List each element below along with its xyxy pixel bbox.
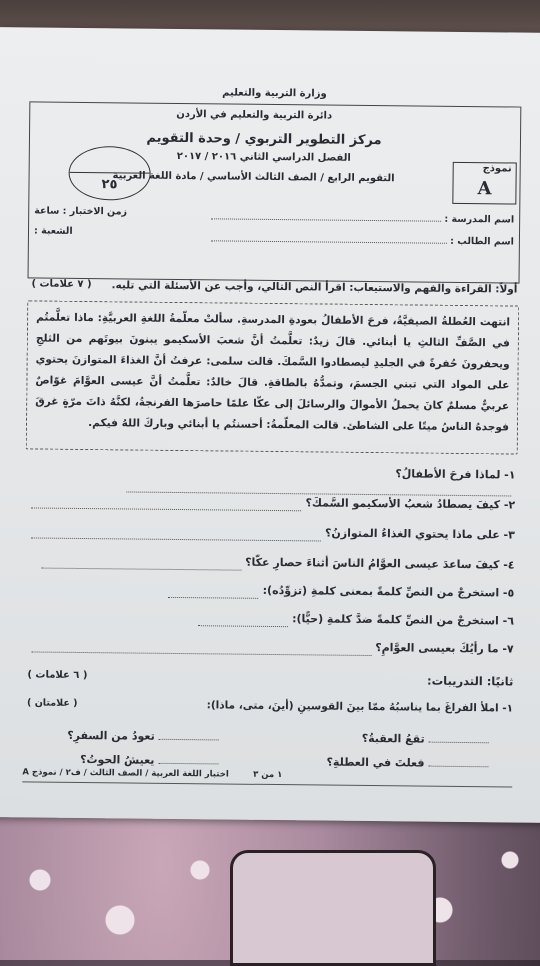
exercise-blank-1[interactable] [429, 730, 489, 744]
exercise-item-3-text: فعلتَ في العطلةِ؟ [326, 755, 425, 770]
answer-4-line[interactable] [41, 554, 241, 571]
answer-2-line[interactable] [32, 493, 302, 511]
question-5 [24, 581, 514, 606]
question-4 [24, 553, 514, 578]
answer-6-line[interactable] [198, 611, 288, 627]
student-input-line[interactable] [211, 240, 447, 243]
exercise-item-4 [80, 750, 223, 767]
section2-marks: ( ٦ علامات ) [27, 669, 88, 682]
question-6 [24, 609, 514, 634]
department-line: دائرة التربية والتعليم في الأردن [176, 108, 333, 122]
exercise-marks: ( علامتان ) [27, 697, 78, 709]
footer-exam-name: اختبار اللغة العربية / الصف الثالث / ف٢ / نموذج A [22, 767, 229, 780]
semester-line: الفصل الدراسي الثاني ٢٠١٦ / ٢٠١٧ [176, 150, 351, 164]
exam-sheet [22, 85, 519, 802]
school-input-line[interactable] [211, 218, 441, 221]
answer-5-line[interactable] [169, 583, 259, 599]
question-3 [25, 523, 515, 548]
score-total: ٢٥ [101, 177, 118, 193]
model-label: نموذج [482, 163, 512, 175]
subject-line: التقويم الرابع / الصف الثالث الأساسي / مادة اللغة العربية [112, 170, 395, 185]
passage-box [26, 300, 520, 454]
exercise-item-3 [326, 753, 492, 771]
student-label: اسم الطالب : [450, 235, 514, 248]
answer-1-line[interactable] [126, 477, 511, 496]
exercise-item-1-text: تقعُ العقبةُ؟ [361, 731, 425, 746]
background-object [230, 850, 436, 966]
answer-7-line[interactable] [31, 637, 371, 656]
footer-page-number: ١ من ٣ [253, 769, 283, 781]
score-circle [68, 146, 151, 201]
exercise-item-1 [362, 729, 493, 746]
footer-divider [22, 781, 512, 787]
section-label: الشعبة : [33, 225, 73, 237]
section1-title: أولاً: القراءة والفهم والاستيعاب: اقرأ النص التالي، وأجب عن الأسئلة التي تليه. [111, 279, 518, 296]
question-7-text: ٧- ما رأيُكَ بعيسى العوَّامِ؟ [375, 641, 514, 656]
question-3-text: ٣- على ماذا يحتوي الغذاءُ المتوازنُ؟ [324, 526, 515, 542]
exercise-blank-2[interactable] [159, 727, 219, 741]
model-box [452, 162, 516, 205]
exercise-item-4-text: يعيشُ الحوتُ؟ [80, 752, 155, 767]
exercise-item-2-text: تعودُ من السفرِ؟ [67, 728, 155, 743]
question-4-text: ٤- كيفَ ساعدَ عيسى العوَّامُ الناسَ أثناءَ حصارِ عكّا؟ [245, 555, 515, 572]
answer-3-line[interactable] [31, 523, 321, 541]
time-label: زمن الاختبار : ساعة [34, 205, 128, 218]
exercise-blank-4[interactable] [158, 751, 218, 765]
exercise-instruction: ١- املأ الفراغَ بما يناسبُهُ ممّا بينَ القوسينِ (أينَ، متى، ماذا): [206, 699, 514, 715]
center-line: مركز التطوير التربوي / وحدة التقويم [146, 130, 382, 149]
question-2-text: ٢- كيفَ يصطادُ شعبُ الأسكيمو السَّمكَ؟ [305, 496, 516, 512]
question-7 [24, 637, 514, 662]
exercise-item-2 [67, 726, 223, 744]
question-2 [25, 493, 515, 518]
question-1 [25, 463, 515, 488]
question-6-text: ٦- استخرجْ من النصِّ كلمةً ضدَّ كلمةِ (حيًّا): [292, 612, 515, 628]
passage-text: انتهت العُطلةُ الصيفيَّةُ، فرحَ الأطفالُ بعودةِ المدرسةِ. سألتْ معلّمةُ اللغةِ العربيَّةِ: ماذا تعلَّمتُم في الصَّفِّ الثالثِ يا أبنائي. قالَ زيدٌ: تعلَّمتُ أنَّ شعبَ الأسكيمو يبنونَ بيوتَهم من الثلجِ ويحفرونَ حُفرةً في الجليدِ ليصطادوا السَّمكَ. قالت سلمى: عرفتُ أنَّ الغذاءَ المتوازنَ يحتوي على المواد التي تبني الجسمَ، وتمدُّهُ بالطاقةِ. قالَ خالدٌ: تعلَّمتُ أنَّ عيسى العوَّامَ غوّاصٌ عربيٌّ مسلمٌ كانَ يحملُ الأموالَ والرسائلَ إلى عكّا علمًا حاصرَها الفرنجةُ، لكنَّهُ ذاتَ مرّةٍ غرقَ فوجدهُ الناسُ ميتًا على الشاطئ. قالت المعلّمةُ: أحسنتُم يا أبنائي وباركَ اللهُ فيكم. [35, 311, 511, 434]
school-label: اسم المدرسة : [444, 213, 515, 226]
section1-marks: ( ٧ علامات ) [31, 278, 92, 291]
exam-paper [0, 27, 540, 823]
question-1-text: ١- لماذا فرحَ الأطفالُ؟ [395, 467, 516, 482]
section2-title: ثانيًا: التدريبات: [426, 673, 514, 689]
question-5-text: ٥- استخرجْ من النصِّ كلمةً بمعنى كلمةِ (تزوِّدُه): [262, 583, 515, 600]
ministry-line: وزارة التربية والتعليم [222, 87, 327, 100]
score-divider [70, 172, 150, 174]
exercise-blank-3[interactable] [428, 754, 488, 768]
model-value: A [477, 178, 492, 200]
